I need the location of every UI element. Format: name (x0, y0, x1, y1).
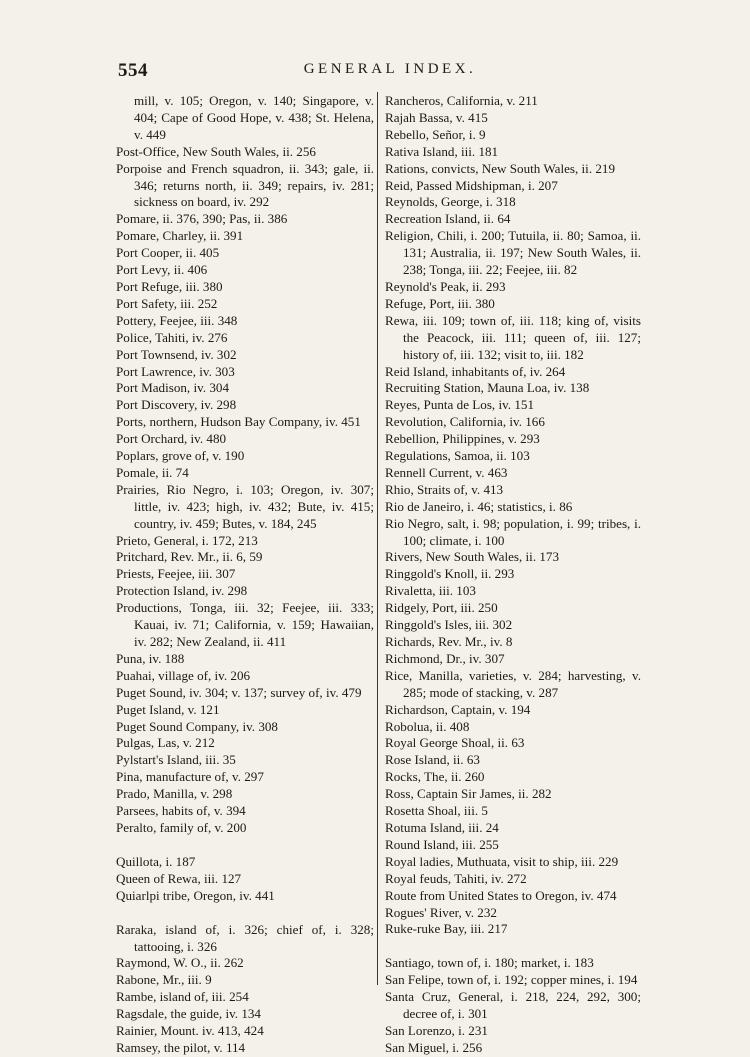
index-entry: Prieto, General, i. 172, 213 (116, 532, 258, 548)
page-number: 554 (118, 60, 148, 81)
index-entry: Rio de Janeiro, i. 46; statistics, i. 86 (385, 498, 573, 514)
index-entry: Port Orchard, iv. 480 (116, 431, 227, 447)
index-entry: Productions, Tonga, iii. 32; Feejee, iii. 333; Kauai, iv. 71; California, v. 159; Hawaiian, iv. 282; New Zealand, ii. 411 (116, 600, 374, 649)
column-divider (377, 92, 378, 985)
index-entry: Rajah Bassa, v. 415 (385, 109, 488, 125)
index-entry: Rativa Island, iii. 181 (385, 143, 499, 159)
index-entry: Port Cooper, ii. 405 (116, 245, 220, 261)
index-entry: Pina, manufacture of, v. 297 (116, 769, 264, 785)
index-entry: Richards, Rev. Mr., iv. 8 (385, 634, 513, 649)
index-entry: Puget Island, v. 121 (116, 701, 220, 717)
section-gap (385, 938, 641, 955)
index-entry: Ridgely, Port, iii. 250 (385, 600, 498, 616)
index-entry: Rewa, iii. 109; town of, iii. 118; king of, visits the Peacock, iii. 111; queen of, iii. 127; history of, iii. 132; visit to, iii. 182 (385, 312, 641, 362)
index-entry: Reynolds, George, i. 318 (385, 194, 516, 210)
index-entry: Port Levy, ii. 406 (116, 262, 208, 278)
index-entry: Rabone, Mr., iii. 9 (116, 972, 212, 988)
index-entry: Ross, Captain Sir James, ii. 282 (385, 786, 552, 802)
index-entry: Royal feuds, Tahiti, iv. 272 (385, 870, 527, 886)
index-entry: San Miguel, i. 256 (385, 1039, 483, 1055)
index-entry: Rainier, Mount. iv. 413, 424 (116, 1023, 264, 1039)
index-entry: Refuge, Port, iii. 380 (385, 295, 495, 311)
index-entry: Puna, iv. 188 (116, 650, 185, 666)
index-entry: Poplars, grove of, v. 190 (116, 448, 245, 464)
index-entry: Pottery, Feejee, iii. 348 (116, 312, 238, 328)
index-entry: Priests, Feejee, iii. 307 (116, 566, 236, 582)
index-entry: Religion, Chili, i. 200; Tutuila, ii. 80; Samoa, ii. 131; Australia, ii. 197; New South Wales, ii. 238; Tonga, iii. 22; Feejee, iii. 82 (385, 228, 641, 278)
index-entry: Pulgas, Las, v. 212 (116, 735, 215, 751)
index-entry: Pomare, ii. 376, 390; Pas, ii. 386 (116, 211, 288, 227)
index-entry: Royal George Shoal, ii. 63 (385, 735, 525, 751)
index-entry: Rocks, The, ii. 260 (385, 769, 485, 785)
index-entry: Peralto, family of, v. 200 (116, 819, 247, 835)
index-entry: Reid, Passed Midshipman, i. 207 (385, 177, 558, 193)
index-entry: Rebellion, Philippines, v. 293 (385, 431, 540, 447)
index-entry: Richardson, Captain, v. 194 (385, 701, 531, 717)
index-entry: Ragsdale, the guide, iv. 134 (116, 1006, 261, 1022)
index-entry: Rice, Manilla, varieties, v. 284; harvesting, v. 285; mode of stacking, v. 287 (385, 667, 641, 700)
index-entry: Reid Island, inhabitants of, iv. 264 (385, 363, 566, 379)
index-entry: Round Island, iii. 255 (385, 836, 499, 852)
index-entry: Revolution, California, iv. 166 (385, 414, 545, 430)
index-entry: Pritchard, Rev. Mr., ii. 6, 59 (116, 549, 263, 565)
index-entry: Parsees, habits of, v. 394 (116, 803, 246, 819)
index-entry: Port Townsend, iv. 302 (116, 346, 237, 362)
section-gap (116, 905, 374, 922)
index-entry: Protection Island, iv. 298 (116, 583, 248, 599)
index-entry: Santa Cruz, General, i. 218, 224, 292, 300; decree of, i. 301 (385, 989, 641, 1022)
index-entry: Puget Sound Company, iv. 308 (116, 718, 278, 734)
index-entry: Quiarlpi tribe, Oregon, iv. 441 (116, 887, 275, 903)
index-entry: Police, Tahiti, iv. 276 (116, 329, 228, 345)
index-entry: Recruiting Station, Mauna Loa, iv. 138 (385, 380, 590, 396)
index-entry: Reyes, Punta de Los, iv. 151 (385, 397, 534, 413)
index-entry: Rogues' River, v. 232 (385, 904, 497, 920)
index-column-left (116, 93, 374, 1057)
index-entry: Puahai, village of, iv. 206 (116, 667, 251, 683)
index-entry: Raraka, island of, i. 326; chief of, i. 328; tattooing, i. 326 (116, 921, 374, 954)
index-entry: San Lorenzo, i. 231 (385, 1022, 488, 1038)
index-entry: Port Safety, iii. 252 (116, 295, 218, 311)
index-entry: Rose Island, ii. 63 (385, 752, 480, 768)
index-column-right (385, 93, 641, 1057)
index-entry: San Felipe, town of, i. 192; copper mines, i. 194 (385, 972, 638, 988)
index-entry: Reynold's Peak, ii. 293 (385, 278, 506, 294)
index-entry: Robolua, ii. 408 (385, 718, 470, 734)
index-entry: Rio Negro, salt, i. 98; population, i. 99; tribes, i. 100; climate, i. 100 (385, 515, 641, 548)
index-entry: Recreation Island, ii. 64 (385, 211, 511, 227)
index-entry: mill, v. 105; Oregon, v. 140; Singapore, v. 404; Cape of Good Hope, v. 438; St. Helena, v. 449 (134, 93, 374, 142)
index-entry: Ringgold's Knoll, ii. 293 (385, 566, 515, 582)
index-entry: Route from United States to Oregon, iv. 474 (385, 887, 617, 903)
index-entry: Rosetta Shoal, iii. 5 (385, 803, 488, 819)
index-entry: Rotuma Island, iii. 24 (385, 819, 499, 835)
index-entry: Royal ladies, Muthuata, visit to ship, iii. 229 (385, 853, 619, 869)
index-entry: Richmond, Dr., iv. 307 (385, 650, 505, 666)
index-entry: Rivaletta, iii. 103 (385, 583, 476, 599)
index-entry: Rations, convicts, New South Wales, ii. 219 (385, 160, 616, 176)
index-entry: Rennell Current, v. 463 (385, 464, 508, 480)
index-entry: Ramsey, the pilot, v. 114 (116, 1039, 246, 1055)
index-entry: Post-Office, New South Wales, ii. 256 (116, 143, 316, 159)
index-entry: Port Discovery, iv. 298 (116, 397, 237, 413)
index-entry: Pomare, Charley, ii. 391 (116, 228, 244, 244)
index-entry: Porpoise and French squadron, ii. 343; gale, ii. 346; returns north, ii. 349; repairs, iv. 281; sickness on board, iv. 292 (116, 160, 374, 210)
index-entry: Rancheros, California, v. 211 (385, 93, 538, 108)
index-entry: Rivers, New South Wales, ii. 173 (385, 549, 560, 565)
index-entry: Regulations, Samoa, ii. 103 (385, 448, 530, 464)
index-entry: Rhio, Straits of, v. 413 (385, 481, 504, 497)
index-entry: Prairies, Rio Negro, i. 103; Oregon, iv. 307; little, iv. 423; high, iv. 432; Bute, iv. 415; country, iv. 459; Butes, v. 184, 245 (116, 481, 374, 531)
index-entry: Pomale, ii. 74 (116, 464, 189, 480)
index-entry: Prado, Manilla, v. 298 (116, 786, 233, 802)
running-head: GENERAL INDEX. (303, 61, 477, 77)
index-entry: Puget Sound, iv. 304; v. 137; survey of, iv. 479 (116, 684, 362, 700)
index-entry: Quillota, i. 187 (116, 853, 196, 869)
index-entry: Pylstart's Island, iii. 35 (116, 752, 236, 768)
section-gap (116, 837, 374, 854)
index-entry: Ruke-ruke Bay, iii. 217 (385, 921, 508, 937)
index-entry: Port Madison, iv. 304 (116, 380, 229, 396)
index-entry: Queen of Rewa, iii. 127 (116, 870, 242, 886)
index-entry: Port Lawrence, iv. 303 (116, 363, 235, 379)
index-entry: Raymond, W. O., ii. 262 (116, 955, 244, 971)
index-entry: Santiago, town of, i. 180; market, i. 183 (385, 955, 594, 971)
index-entry: Ringgold's Isles, iii. 302 (385, 617, 513, 633)
index-entry: Ports, northern, Hudson Bay Company, iv. 451 (116, 414, 361, 430)
index-entry: Rambe, island of, iii. 254 (116, 989, 249, 1005)
index-entry: Port Refuge, iii. 380 (116, 278, 223, 294)
index-entry: Rebello, Señor, i. 9 (385, 126, 486, 142)
